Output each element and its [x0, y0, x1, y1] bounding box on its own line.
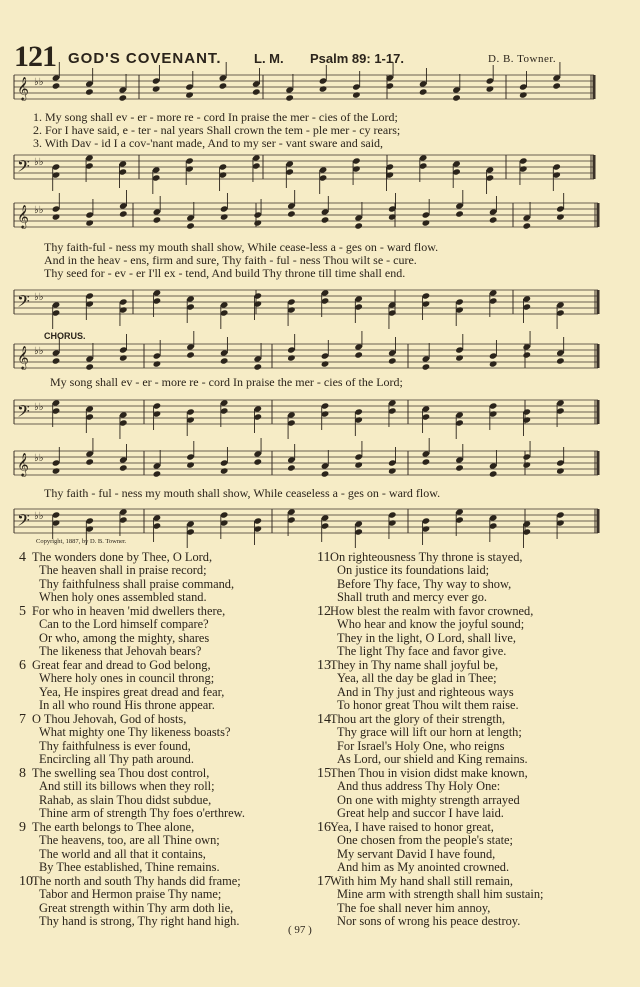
note-head [220, 357, 229, 364]
note-head [354, 351, 363, 358]
note-head [556, 357, 565, 364]
stanza-number: 17 [317, 874, 331, 889]
bass-clef-icon: 𝄢 [17, 401, 30, 425]
chorus-line-a: My song shall ev - er - more re - cord In praise the mer - cies of the Lord; [50, 375, 403, 389]
stanza-line: Yea, I have raised to honor great, [330, 820, 494, 834]
copyright: Copyright, 1887, by D. B. Towner. [36, 538, 127, 545]
stanza-line: Then Thou in vision didst make known, [330, 766, 528, 780]
stanza-line: Before Thy face, Thy way to show, [337, 576, 512, 591]
stanza-line: Thy faithfulness shall praise command, [39, 576, 235, 591]
note-head [52, 82, 61, 89]
note-head [522, 461, 531, 468]
chorus-label: CHORUS. [44, 331, 86, 341]
note-head [85, 88, 94, 95]
treble-clef-icon: 𝄞 [17, 452, 29, 476]
note-head [522, 222, 531, 229]
note-head [285, 94, 294, 101]
note-head [287, 354, 296, 361]
scripture-reference: Psalm 89: 1-17. [310, 51, 404, 66]
stanza-line: For Israel's Holy One, who reigns [337, 738, 505, 753]
stanza [317, 658, 519, 712]
stanza-line: The foe shall never him annoy, [337, 900, 491, 915]
stanza-number: 13 [317, 658, 331, 673]
stanza-number: 4 [19, 550, 26, 565]
bass-clef-icon: 𝄢 [17, 510, 30, 534]
stanza-line: Thou art the glory of their strength, [330, 712, 506, 726]
hymn-title: GOD'S COVENANT. [68, 50, 222, 67]
note-head [186, 461, 195, 468]
note-head [219, 82, 228, 89]
stanza-number: 10 [19, 874, 33, 889]
stanza-line: The earth belongs to Thee alone, [32, 820, 195, 834]
stanza-line: The swelling sea Thou dost control, [32, 766, 210, 780]
note-head [486, 85, 495, 92]
stanza-line: They in Thy name shall joyful be, [330, 658, 499, 672]
note-head [489, 216, 498, 223]
stanza [19, 766, 245, 820]
page-number: ( 97 ) [288, 924, 312, 936]
stanza-line: Yea, all the day be glad in Thee; [337, 671, 497, 686]
bass-clef-icon: 𝄢 [17, 291, 30, 315]
note-head [422, 363, 431, 370]
hymn-meter: L. M. [254, 51, 284, 66]
note-head [119, 354, 128, 361]
stanza [19, 874, 241, 928]
note-head [354, 222, 363, 229]
note-head [321, 216, 330, 223]
stanza-line: They in the light, O Lord, shall live, [337, 630, 516, 645]
note-head [253, 458, 262, 465]
stanza-line: The light Thy face and favor give. [337, 643, 507, 658]
stanza [19, 658, 225, 712]
stanza-line: On righteousness Thy throne is stayed, [330, 550, 523, 564]
verse-2-line-b: And in the heav - ens, firm and sure, Thy faith - ful - ness Thou wilt se - cure. [44, 253, 417, 267]
note-head [455, 354, 464, 361]
note-head [253, 219, 262, 226]
stanza-line: My servant David I have found, [337, 846, 496, 861]
flat-icon: ♭♭ [34, 77, 44, 88]
treble-clef-icon: 𝄞 [17, 204, 29, 228]
stanza-line: How blest the realm with favor crowned, [330, 604, 534, 618]
stanza-line: As Lord, our shield and King remains. [337, 751, 528, 766]
stanza-number: 12 [317, 604, 331, 619]
flat-icon: ♭♭ [34, 346, 44, 357]
stanza [317, 550, 523, 604]
note-head [455, 210, 464, 217]
stanza-line: Or who, among the mighty, shares [39, 630, 210, 645]
stanza-line: To honor great Thou wilt them raise. [337, 697, 519, 712]
note-head [388, 357, 397, 364]
note-head [452, 94, 461, 101]
verse-3-line-b: Thy seed for - ev - er I'll ex - tend, And build Thy throne till time shall end. [44, 266, 406, 280]
stanza [19, 820, 220, 874]
note-head [321, 470, 330, 477]
note-head [185, 91, 194, 98]
stanza [317, 712, 528, 766]
note-head [552, 82, 561, 89]
stanza-line: The wonders done by Thee, O Lord, [32, 550, 213, 564]
stanza-number: 11 [317, 550, 331, 565]
note-head [85, 458, 94, 465]
treble-clef-icon: 𝄞 [17, 345, 29, 369]
treble-clef-icon: 𝄞 [17, 76, 29, 100]
note-head [489, 470, 498, 477]
note-head [321, 360, 330, 367]
stanza-line: Great fear and dread to God belong, [32, 658, 211, 672]
stanza-line: On justice its foundations laid; [337, 563, 490, 578]
stanza-line: Nor sons of wrong his peace destroy. [337, 913, 521, 928]
stanza-line: O Thou Jehovah, God of hosts, [32, 712, 187, 726]
stanza-line: For who in heaven 'mid dwellers there, [32, 604, 226, 618]
stanza-line: The north and south Thy hands did frame; [32, 874, 241, 888]
note-head [319, 85, 328, 92]
note-head [153, 470, 162, 477]
stanza-number: 14 [317, 712, 331, 727]
verse-1-line-a: 1. My song shall ev - er - more re - cord In praise the mer - cies of the Lord; [33, 110, 398, 124]
note-head [85, 219, 94, 226]
verse-2-line-a: 2. For I have said, e - ter - nal years Shall crown the tem - ple mer - cy rears; [33, 123, 401, 137]
stanza-line: On one with mighty strength arrayed [337, 792, 520, 807]
stanza-line: The heavens, too, are all Thine own; [39, 833, 220, 848]
note-head [519, 91, 528, 98]
verse-3-line-a: 3. With Dav - id I a cov-'nant made, And to my ser - vant sware and said, [33, 136, 384, 150]
note-head [52, 213, 61, 220]
composer: D. B. Towner. [488, 53, 557, 65]
stanza-line: Thy faithfulness is ever found, [39, 738, 191, 753]
stanza-number: 9 [19, 820, 26, 835]
note-head [153, 216, 162, 223]
stanza [317, 604, 534, 658]
flat-icon: ♭♭ [34, 453, 44, 464]
stanza-line: Can to the Lord himself compare? [39, 617, 209, 632]
stanza [19, 550, 235, 604]
stanza-line: When holy ones assembled stand. [39, 589, 207, 604]
stanza-number: 5 [19, 604, 26, 619]
bass-clef-icon: 𝄢 [17, 156, 30, 180]
stanza-line: Thine arm of strength Thy foes o'erthrew. [39, 805, 245, 820]
stanza [19, 712, 231, 766]
stanza-line: Great help and succor I have laid. [337, 805, 504, 820]
note-head [186, 222, 195, 229]
stanza-line: And in Thy just and righteous ways [337, 684, 514, 699]
note-head [422, 219, 431, 226]
stanza-line: What mighty one Thy likeness boasts? [39, 725, 231, 740]
verse-1-line-b: Thy faith-ful - ness my mouth shall show, While cease-less a - ges on - ward flow. [44, 240, 439, 254]
hymn-number: 121 [14, 40, 56, 73]
stanza-line: The likeness that Jehovah bears? [39, 643, 202, 658]
note-head [220, 467, 229, 474]
note-head [118, 94, 127, 101]
stanza-number: 7 [19, 712, 26, 727]
note-head [186, 351, 195, 358]
stanza-number: 8 [19, 766, 26, 781]
stanza-line: Who hear and know the joyful sound; [337, 617, 525, 632]
flat-icon: ♭♭ [34, 402, 44, 413]
note-head [85, 363, 94, 370]
stanza-line: Mine arm with strength shall him sustain; [337, 887, 544, 902]
flat-icon: ♭♭ [34, 157, 44, 168]
note-head [522, 351, 531, 358]
flat-icon: ♭♭ [34, 205, 44, 216]
note-head [52, 357, 61, 364]
note-head [354, 461, 363, 468]
note-head [556, 467, 565, 474]
note-head [153, 360, 162, 367]
stanza-line: And still its billows when they roll; [39, 779, 215, 794]
stanza-line: Encircling all Thy path around. [39, 751, 194, 766]
note-head [556, 213, 565, 220]
stanza-line: The world and all that it contains, [39, 846, 206, 861]
note-head [52, 467, 61, 474]
stanza-number: 6 [19, 658, 26, 673]
stanza-line: And him as My anointed crowned. [337, 859, 510, 874]
note-head [152, 85, 161, 92]
stanza-line: Yea, He inspires great dread and fear, [39, 684, 225, 699]
note-head [252, 88, 261, 95]
stanza-line: With him My hand shall still remain, [330, 874, 513, 888]
stanza-line: The heaven shall in praise record; [39, 563, 207, 578]
stanza [317, 874, 544, 928]
stanza-number: 15 [317, 766, 331, 781]
note-head [388, 467, 397, 474]
note-head [119, 210, 128, 217]
stanza-line: And thus address Thy Holy One: [337, 779, 501, 794]
stanza-line: In all who round His throne appear. [39, 697, 215, 712]
stanza-line: Where holy ones in council throng; [39, 671, 215, 686]
note-head [352, 91, 361, 98]
note-head [253, 363, 262, 370]
flat-icon: ♭♭ [34, 292, 44, 303]
note-head [489, 360, 498, 367]
note-head [119, 464, 128, 471]
stanza [317, 766, 528, 820]
stanza-line: One chosen from the people's state; [337, 833, 513, 848]
note-head [287, 464, 296, 471]
note-head [419, 88, 428, 95]
stanza-line: Great strength within Thy arm doth lie, [39, 900, 234, 915]
stanza-line: Tabor and Hermon praise Thy name; [39, 887, 222, 902]
stanza-line: Rahab, as slain Thou didst subdue, [39, 792, 212, 807]
note-head [287, 210, 296, 217]
stanza [317, 820, 513, 874]
stanza-line: By Thee established, Thine remains. [39, 859, 220, 874]
chorus-line-b: Thy faith - ful - ness my mouth shall show, While ceaseless a - ges on - ward flow. [44, 486, 441, 500]
stanza-number: 16 [317, 820, 331, 835]
flat-icon: ♭♭ [34, 511, 44, 522]
stanza-line: Thy hand is strong, Thy right hand high. [39, 913, 240, 928]
stanza-line: Shall truth and mercy ever go. [337, 589, 488, 604]
stanza-line: Thy grace will lift our horn at length; [337, 725, 522, 740]
note-head [455, 464, 464, 471]
note-head [422, 458, 431, 465]
note-head [220, 213, 229, 220]
stanza [19, 604, 226, 658]
